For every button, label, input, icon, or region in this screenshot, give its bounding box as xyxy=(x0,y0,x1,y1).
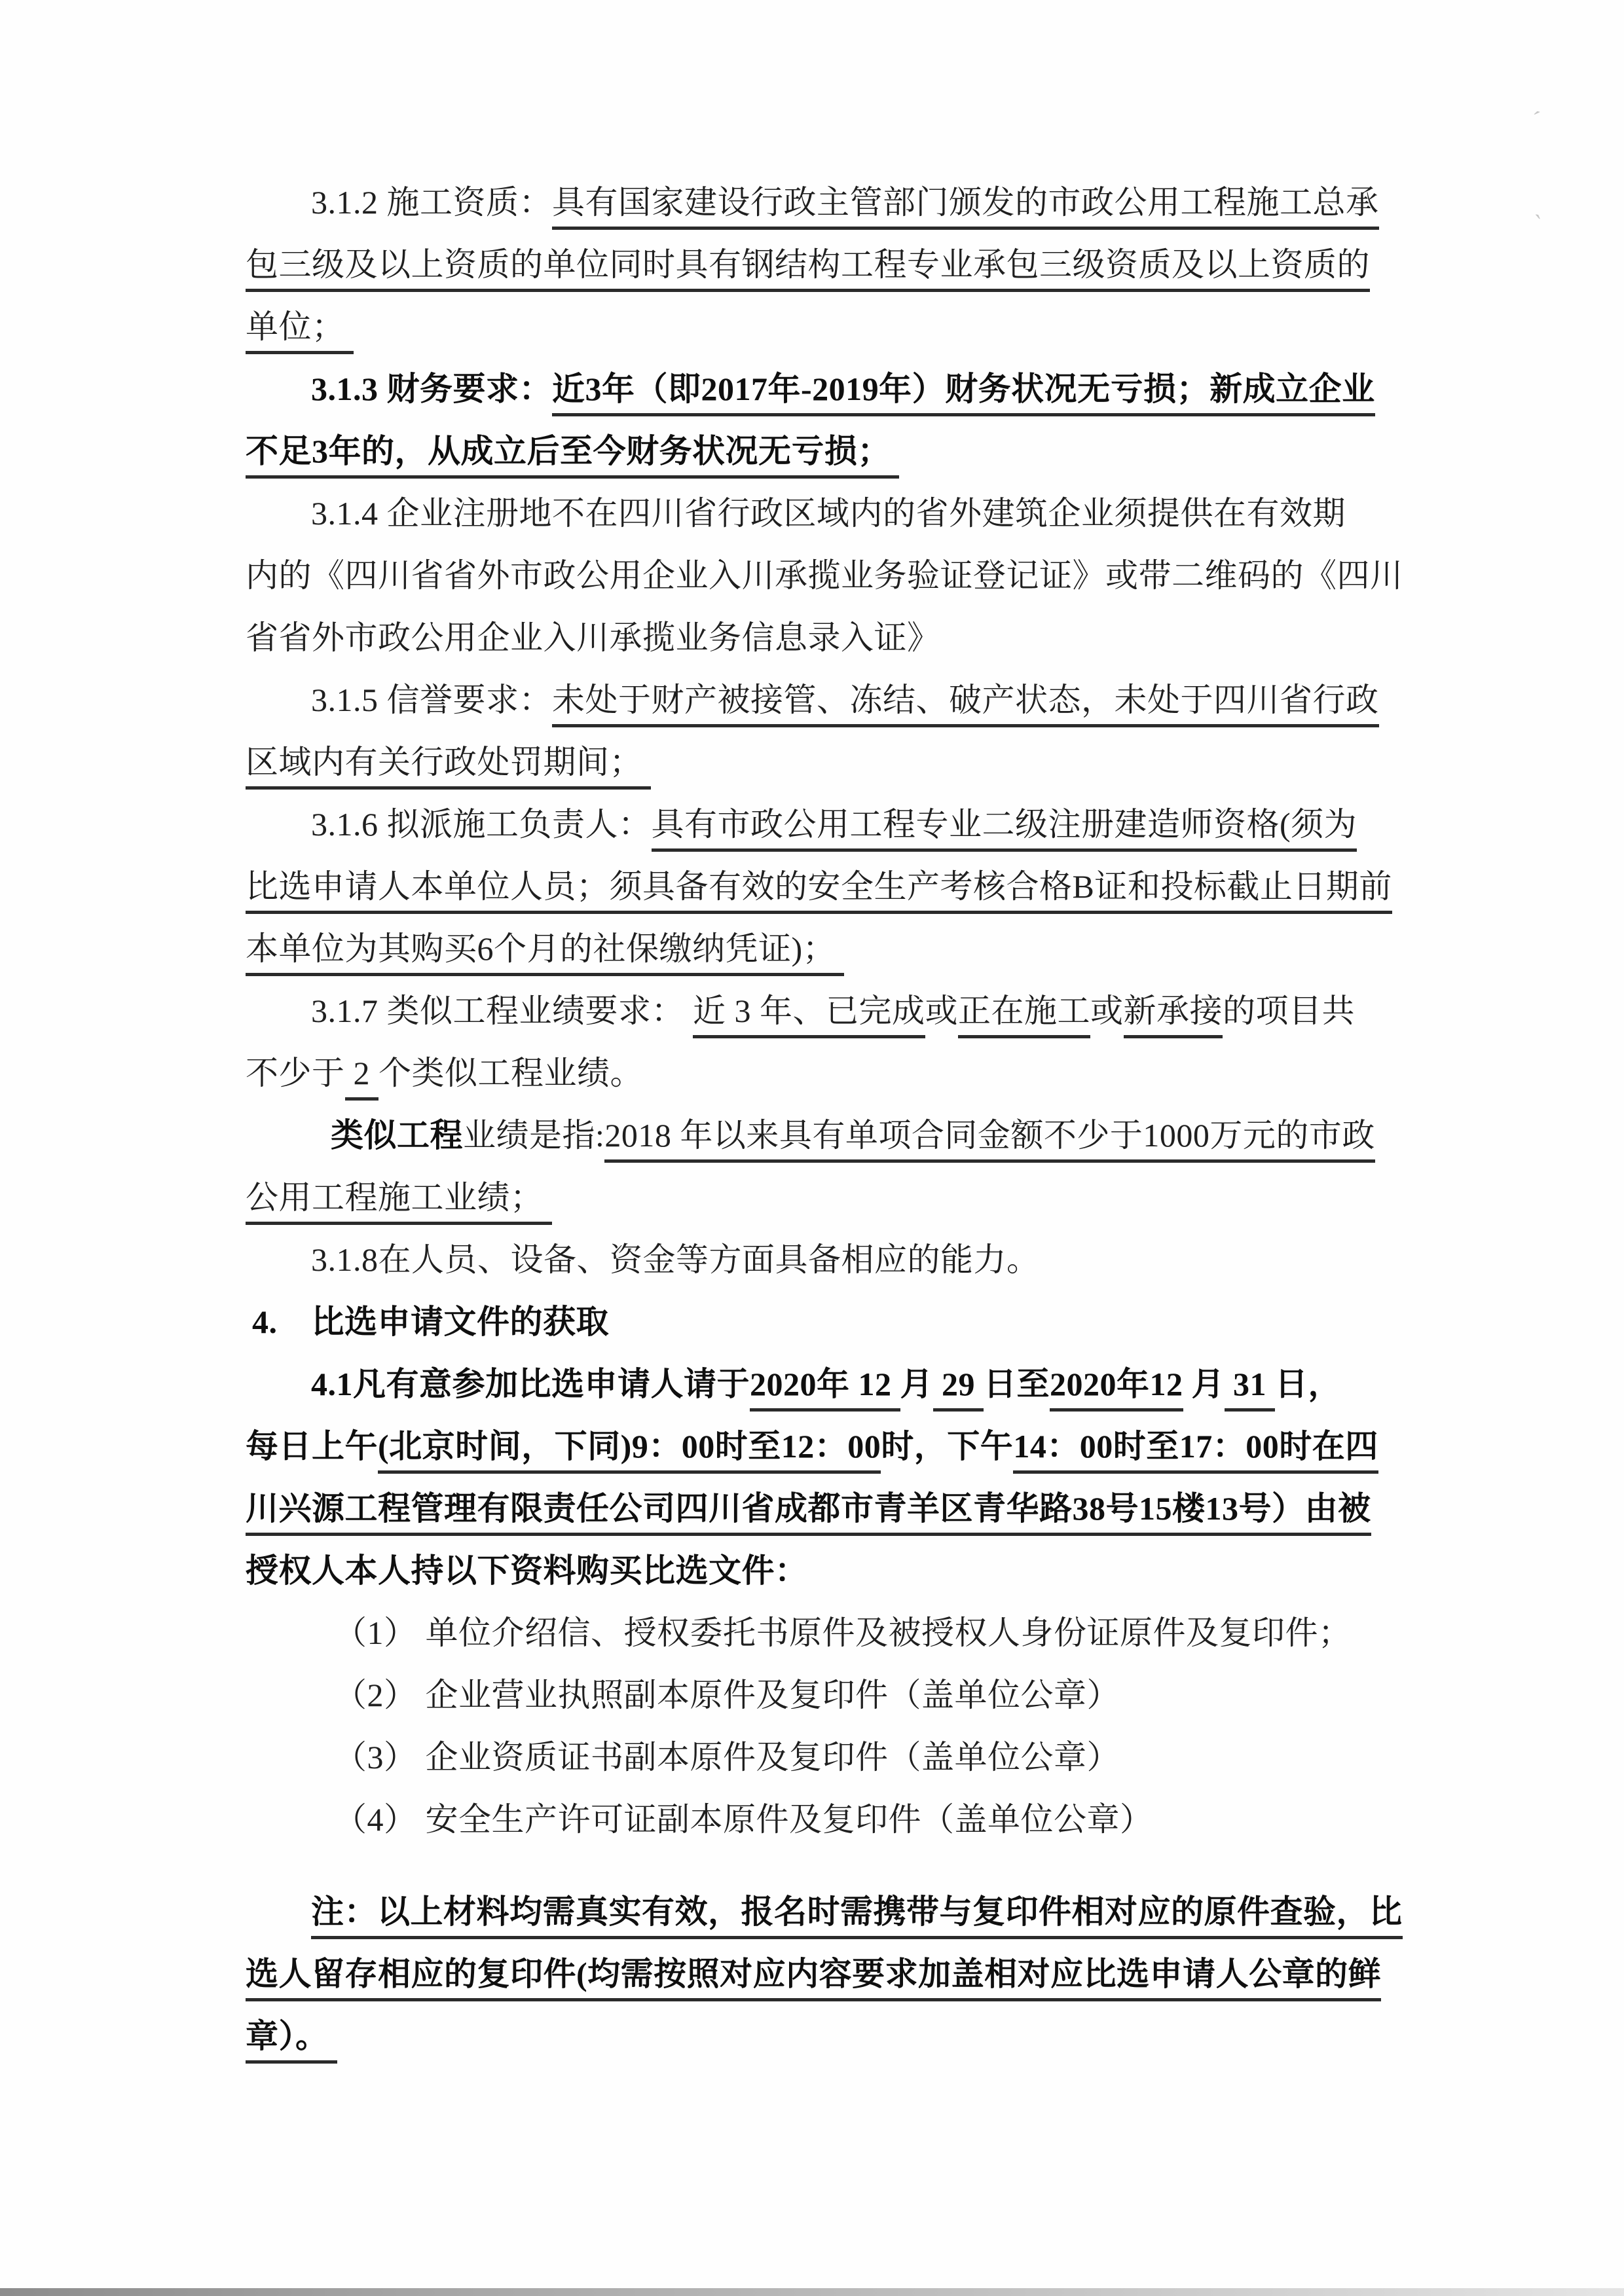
text-segment: 3.1.8在人员、设备、资金等方面具备相应的能力。 xyxy=(311,1241,1040,1278)
text-line xyxy=(246,1415,1378,1478)
text-segment: 的项目共 xyxy=(1223,993,1355,1029)
text-segment: 3.1.5 信誉要求： xyxy=(311,682,552,718)
text-segment: 或 xyxy=(925,993,958,1029)
text-segment: 每日上午 xyxy=(246,1428,378,1465)
text-line xyxy=(246,1167,1369,1229)
text-segment: 月 xyxy=(900,1366,933,1402)
text-line xyxy=(246,1478,1369,1540)
text-segment: 2018 年以来具有单项合同金额不少于1000万元的市政 xyxy=(604,1117,1375,1163)
text-line xyxy=(246,1042,1369,1104)
text-segment: （2） 企业营业执照副本原件及复印件（盖单位公章） xyxy=(334,1677,1120,1713)
text-line xyxy=(246,1881,1403,1943)
text-segment: 个类似工程业绩。 xyxy=(378,1055,643,1091)
text-line xyxy=(246,731,1369,793)
text-segment: 正在施工 xyxy=(958,993,1090,1038)
text-line xyxy=(246,1726,1369,1789)
text-segment: 或 xyxy=(1090,993,1124,1029)
text-line xyxy=(246,1104,1375,1167)
text-segment: （4） 安全生产许可证副本原件及复印件（盖单位公章） xyxy=(334,1801,1153,1838)
text-segment: 近 3 年、已完成 xyxy=(693,993,925,1038)
text-segment: （3） 企业资质证书副本原件及复印件（盖单位公章） xyxy=(334,1739,1120,1776)
text-segment: 月 xyxy=(1183,1366,1225,1402)
scan-speck-mark: ˏ xyxy=(1533,191,1547,220)
text-segment: 31 xyxy=(1225,1366,1275,1412)
text-segment: 4. 比选申请文件的获取 xyxy=(252,1303,609,1340)
text-segment: 2020年 12 xyxy=(750,1366,900,1412)
text-line xyxy=(246,918,1369,980)
text-segment: 近3年（即2017年-2019年）财务状况无亏损；新成立企业 xyxy=(552,371,1375,416)
text-line xyxy=(246,1353,1369,1415)
text-segment: 具有国家建设行政主管部门颁发的市政公用工程施工总承 xyxy=(552,184,1379,230)
text-line xyxy=(246,2005,1369,2068)
text-segment: 包三级及以上资质的单位同时具有钢结构工程专业承包三级资质及以上资质的 xyxy=(246,246,1370,292)
text-segment: 3.1.7 类似工程业绩要求： xyxy=(311,993,693,1029)
text-line xyxy=(246,420,1369,483)
text-segment: 单位； xyxy=(246,308,354,354)
text-segment: 本单位为其购买6个月的社保缴纳凭证)； xyxy=(246,930,844,976)
text-line xyxy=(246,607,1369,669)
text-segment: 3.1.3 财务要求： xyxy=(311,371,552,407)
text-segment: 具有市政公用工程专业二级注册建造师资格(须为 xyxy=(652,806,1357,852)
text-line xyxy=(246,1664,1369,1726)
document-body xyxy=(246,172,1403,2068)
text-segment: 2020年12 xyxy=(1050,1366,1183,1412)
text-segment: 29 xyxy=(933,1366,984,1412)
text-line xyxy=(246,1943,1382,2005)
scan-speck-mark: ˊ xyxy=(1528,106,1542,135)
text-segment: 区域内有关行政处罚期间； xyxy=(246,744,651,790)
text-line xyxy=(246,1229,1369,1291)
text-segment: 日至 xyxy=(984,1366,1050,1402)
text-segment: （1） 单位介绍信、授权委托书原件及被授权人身份证原件及复印件； xyxy=(334,1614,1352,1651)
text-segment: 14：00时至17：00时在四 xyxy=(1013,1428,1378,1474)
text-line xyxy=(246,1602,1369,1664)
text-line xyxy=(246,980,1369,1042)
text-line xyxy=(246,545,1403,607)
text-line xyxy=(246,856,1392,918)
text-segment: (北京时间，下同)9：00时至12：00 xyxy=(378,1428,881,1474)
text-segment: 省省外市政公用企业入川承揽业务信息录入证》 xyxy=(246,619,940,656)
text-segment: 4.1凡有意参加比选申请人请于 xyxy=(311,1366,750,1402)
text-segment: 3.1.4 企业注册地不在四川省行政区域内的省外建筑企业须提供在有效期 xyxy=(311,495,1346,532)
text-line xyxy=(246,1291,1369,1353)
text-segment: 章）。 xyxy=(246,2018,337,2064)
text-segment: 注：以上材料均需真实有效，报名时需携带与复印件相对应的原件查验，比 xyxy=(311,1893,1403,1939)
scan-edge-artifact xyxy=(0,2288,1624,2296)
text-segment: 业绩是指: xyxy=(463,1117,605,1154)
text-segment: 不足3年的，从成立后至今财务状况无亏损； xyxy=(246,433,899,479)
text-segment: 不少于 xyxy=(246,1055,345,1091)
text-line xyxy=(246,1789,1369,1851)
text-line xyxy=(246,296,1369,358)
text-line xyxy=(246,483,1369,545)
text-segment: 2 xyxy=(345,1055,379,1101)
text-line xyxy=(246,234,1369,296)
text-segment: 新承接 xyxy=(1124,993,1223,1038)
text-segment: 日， xyxy=(1275,1366,1341,1402)
text-segment: 授权人本人持以下资料购买比选文件： xyxy=(246,1552,808,1589)
text-segment: 公用工程施工业绩； xyxy=(246,1179,552,1225)
text-line xyxy=(246,669,1379,731)
text-segment: 比选申请人本单位人员；须具备有效的安全生产考核合格B证和投标截止日期前 xyxy=(246,868,1392,914)
text-segment: 选人留存相应的复印件(均需按照对应内容要求加盖相对应比选申请人公章的鲜 xyxy=(246,1956,1381,2001)
text-line xyxy=(246,358,1375,420)
text-segment: 时，下午 xyxy=(881,1428,1014,1465)
text-segment: 内的《四川省省外市政公用企业入川承揽业务验证登记证》或带二维码的《四川 xyxy=(246,557,1403,594)
text-segment: 未处于财产被接管、冻结、破产状态，未处于四川省行政 xyxy=(552,682,1379,727)
text-segment: 川兴源工程管理有限责任公司四川省成都市青羊区青华路38号15楼13号）由被 xyxy=(246,1490,1371,1536)
text-line xyxy=(246,1540,1369,1602)
text-line xyxy=(246,793,1369,856)
text-line xyxy=(246,172,1379,234)
text-segment: 3.1.6 拟派施工负责人： xyxy=(311,806,652,843)
text-segment: 类似工程 xyxy=(331,1117,463,1154)
text-segment: 3.1.2 施工资质： xyxy=(311,184,552,221)
